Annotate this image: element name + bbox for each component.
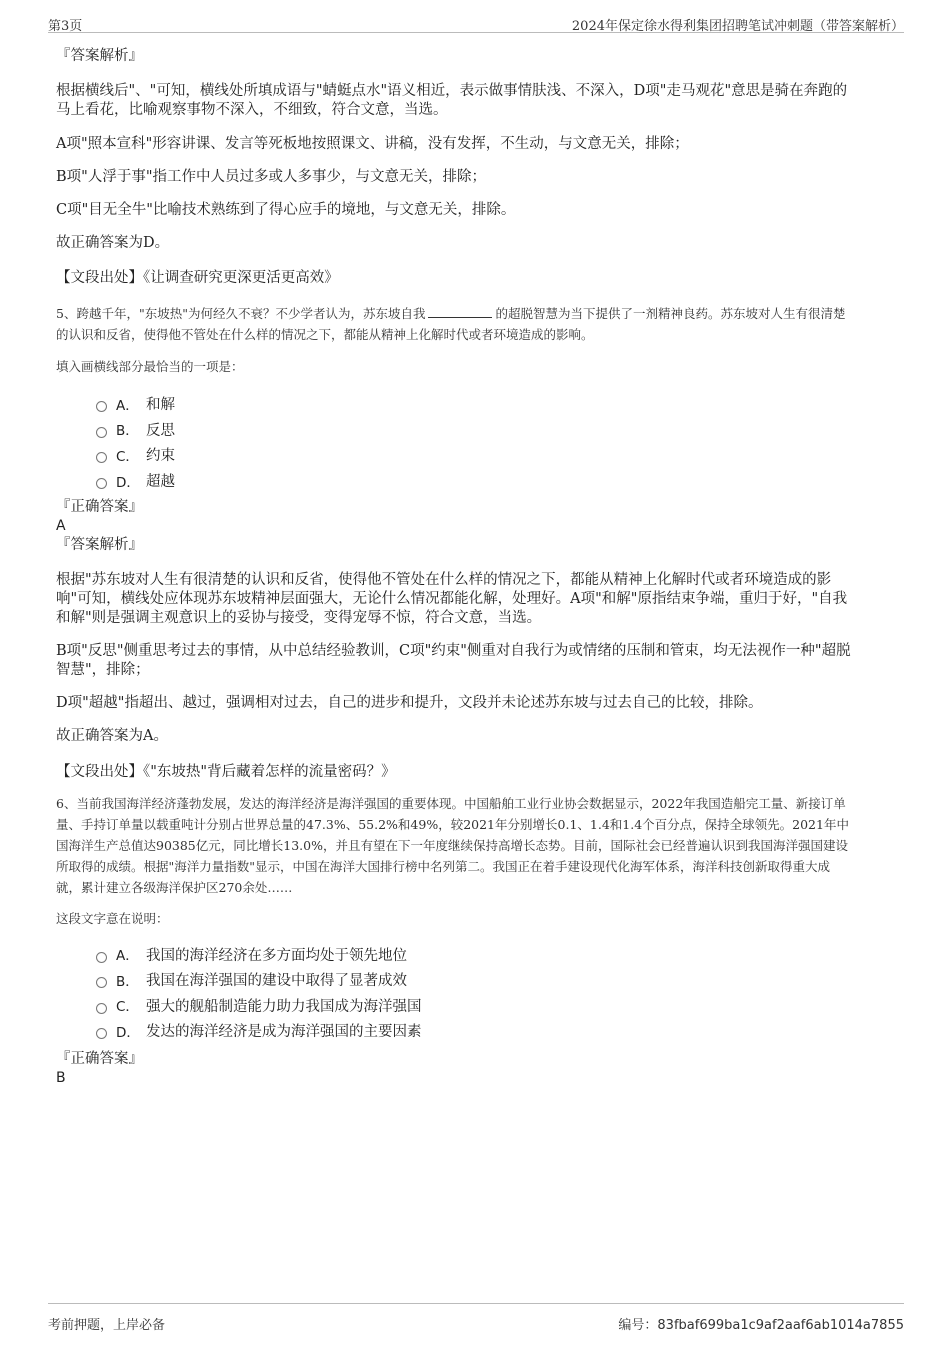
q6-stem-line: 就，累计建立各级海洋保护区270余处…… [56, 880, 293, 896]
question-6 [56, 793, 896, 1086]
page-footer [48, 1303, 904, 1332]
radio-icon[interactable] [96, 401, 107, 412]
q6-option-d[interactable]: D． 发达的海洋经济是成为海洋强国的主要因素 [96, 1018, 896, 1044]
q6-answer: B [56, 1069, 66, 1086]
q5-options [56, 391, 896, 493]
q5-prompt: 填入画横线部分最恰当的一项是： [56, 359, 244, 374]
q6-options [56, 941, 896, 1043]
q5-analysis-line: B项"反思"侧重思考过去的事情，从中总结经验教训，C项"约束"侧重对自我行为或情绪的压制和管束，均无法视作一种"超脱 [56, 643, 851, 660]
q6-option-b[interactable]: B． 我国在海洋强国的建设中取得了显著成效 [96, 967, 896, 993]
q6-option-c[interactable]: C． 强大的舰船制造能力助力我国成为海洋强国 [96, 993, 896, 1019]
q5-answer: A [56, 518, 66, 535]
q5-analysis-line: 智慧"，排除； [56, 662, 150, 679]
q5-analysis-line: 根据"苏东坡对人生有很清楚的认识和反省，使得他不管处在什么样的情况之下，都能从精神上化解时代或者环境造成的影 [56, 572, 832, 589]
fill-blank [428, 304, 492, 318]
q6-prompt: 这段文字意在说明： [56, 911, 169, 927]
page-header [48, 10, 904, 33]
q5-analysis-label: 『答案解析』 [56, 537, 143, 554]
q5-option-d[interactable]: D． 超越 [96, 468, 896, 494]
radio-icon[interactable] [96, 1003, 107, 1014]
q5-option-c[interactable]: C． 约束 [96, 442, 896, 468]
q5-stem-line: 5、跨越千年，"东坡热"为何经久不衰？不少学者认为，苏东坡自我 的超脱智慧为当下提供了一剂精神良药。苏东坡对人生有很清楚 [56, 306, 846, 321]
q6-stem-line: 所取得的成绩。根据"海洋力量指数"显示，中国在海洋大国排行榜中名列第二。我国正在着手建设现代化海军体系，海洋科技创新取得重大成 [56, 859, 831, 875]
q4-analysis-line: 根据横线后"、"可知，横线处所填成语与"蜻蜓点水"语义相近，表示做事情肤浅、不深入，D项"走马观花"意思是骑在奔跑的 [56, 83, 848, 99]
radio-icon[interactable] [96, 478, 107, 489]
radio-icon[interactable] [96, 427, 107, 438]
document-title: 2024年保定徐水得利集团招聘笔试冲刺题（带答案解析） [571, 19, 904, 34]
q6-stem-line: 量、手持订单量以载重吨计分别占世界总量的47.3%、55.2%和49%，较2021年分别增长0.1、1.4和1.4个百分点，保持全球领先。2021年中 [56, 817, 849, 833]
page-content [56, 38, 896, 1087]
q5-stem-line: 的认识和反省，使得他不管处在什么样的情况之下，都能从精神上化解时代或者环境造成的影响。 [56, 327, 594, 342]
q4-analysis-line: 马上看花，比喻观察事物不深入，不细致，符合文意，当选。 [56, 102, 448, 118]
q5-option-b[interactable]: B． 反思 [96, 417, 896, 443]
q6-stem-line: 国海洋生产总值达90385亿元，同比增长13.0%，并且有望在下一年度继续保持高增长态势。目前，国际社会已经普遍认识到我国海洋强国建设 [56, 838, 848, 854]
q4-conclusion: 故正确答案为D。 [56, 235, 170, 251]
q5-source: 【文段出处】《"东坡热"背后藏着怎样的流量密码？》 [56, 764, 396, 781]
question-5 [56, 303, 896, 782]
q5-conclusion: 故正确答案为A。 [56, 728, 168, 745]
q4-analysis-label: 『答案解析』 [56, 48, 143, 64]
q4-analysis-option-a: A项"照本宣科"形容讲课、发言等死板地按照课文、讲稿，没有发挥，不生动，与文意无关，排除； [56, 136, 689, 152]
q5-option-a[interactable]: A． 和解 [96, 391, 896, 417]
q5-answer-label: 『正确答案』 [56, 499, 143, 516]
q5-analysis-line: 和解"则是强调主观意识上的妥协与接受，变得宠辱不惊，符合文意，当选。 [56, 610, 542, 627]
q5-analysis-option-d: D项"超越"指超出、越过，强调相对过去，自己的进步和提升，文段并未论述苏东坡与过去自己的比较，排除。 [56, 695, 763, 712]
q4-analysis-option-b: B项"人浮于事"指工作中人员过多或人多事少，与文意无关，排除； [56, 169, 486, 185]
footer-slogan: 考前押题，上岸必备 [48, 1318, 166, 1333]
q5-analysis-line: 响"可知，横线处应体现苏东坡精神层面强大，无论什么情况都能化解，处理好。A项"和解"原指结束争端，重归于好，"自我 [56, 591, 848, 608]
radio-icon[interactable] [96, 1028, 107, 1039]
q4-analysis-option-c: C项"目无全牛"比喻技术熟练到了得心应手的境地，与文意无关，排除。 [56, 202, 516, 218]
radio-icon[interactable] [96, 452, 107, 463]
page-number: 第3页 [48, 19, 83, 34]
radio-icon[interactable] [96, 977, 107, 988]
q6-stem-line: 6、当前我国海洋经济蓬勃发展，发达的海洋经济是海洋强国的重要体现。中国船舶工业行业协会数据显示，2022年我国造船完工量、新接订单 [56, 796, 846, 812]
q4-source: 【文段出处】《让调查研究更深更活更高效》 [56, 270, 339, 286]
q6-option-a[interactable]: A． 我国的海洋经济在多方面均处于领先地位 [96, 941, 896, 967]
document-code: 编号：83fbaf699ba1c9af2aaf6ab1014a7855 [618, 1318, 904, 1333]
q6-answer-label: 『正确答案』 [56, 1050, 143, 1067]
radio-icon[interactable] [96, 952, 107, 963]
